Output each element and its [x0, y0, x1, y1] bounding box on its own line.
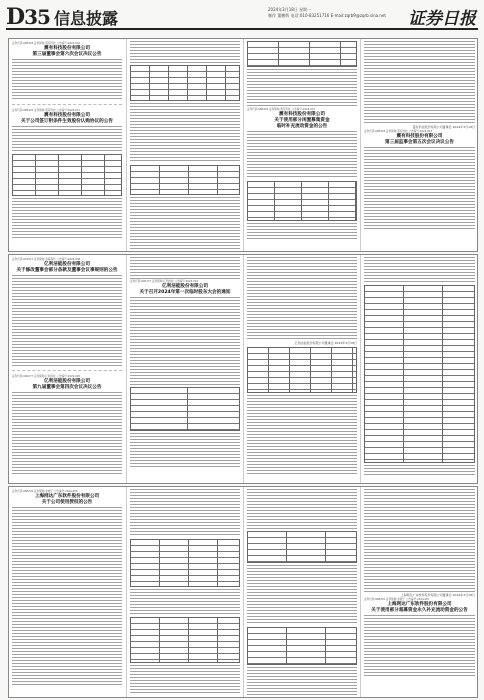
notice-codes: 证券代码:688418 证券简称:震有科技 公告编号:2024-010 [12, 42, 81, 45]
notice [130, 489, 240, 695]
notice-body [12, 507, 122, 685]
notice-codes: 证券代码:688291 证券简称:金橙子 公告编号:2024-006 [12, 490, 78, 493]
notice-body [12, 392, 122, 474]
newspaper-logo: 证券日报 [408, 9, 476, 29]
column [360, 487, 478, 697]
notice-codes: 证券代码:688418 证券简称:震有科技 公告编号:2024-011 [12, 109, 81, 112]
column [243, 39, 360, 251]
notice-body [247, 489, 357, 529]
notice-codes: 证券代码:688291 证券简称:金橙子 公告编号:2024-007 [364, 598, 430, 601]
data-table [130, 165, 240, 195]
column [9, 39, 125, 251]
notice [130, 257, 240, 467]
column [360, 255, 478, 483]
notice [130, 41, 240, 251]
data-table [130, 539, 240, 587]
notice [12, 257, 122, 474]
data-table [130, 65, 240, 101]
notice [247, 257, 357, 475]
column [9, 255, 125, 483]
notice [247, 41, 357, 239]
data-table [364, 285, 475, 463]
page-number [6, 4, 50, 30]
notice-title: 上海网达广东软件股份有限公司 关于公司使用授权的公告 [34, 494, 100, 505]
band-middle [8, 254, 478, 484]
notice-title: 亿利洁能股份有限公司 关于修改董事会部分条款及董事会议事规则的公告 [16, 262, 118, 273]
data-table [12, 154, 122, 196]
notice-codes: 证券代码:688418 证券简称:震有科技 公告编号:2024-013 [364, 130, 433, 133]
column [126, 487, 243, 697]
notice-body [130, 665, 240, 695]
notice-body [130, 257, 240, 279]
column [360, 39, 478, 251]
masthead [6, 4, 478, 30]
notice-body [12, 275, 122, 367]
notice-body [130, 41, 240, 63]
column [126, 255, 243, 483]
divider [12, 370, 122, 371]
notice-title: 震有科技股份有限公司 关于公司签订附条件生效股份认购协议的公告 [21, 113, 113, 124]
notice-body [130, 489, 240, 537]
notice-title: 震有科技股份有限公司 第三届监事会第五次会议决议公告 [385, 134, 454, 145]
band-bottom [8, 486, 478, 698]
column [243, 255, 360, 483]
notice [364, 41, 475, 229]
notice [12, 489, 122, 685]
column [126, 39, 243, 251]
notice-body [247, 257, 357, 341]
notice [364, 489, 475, 677]
column [243, 487, 360, 697]
notice-body [130, 197, 240, 251]
notice-body [247, 667, 357, 695]
notice-body [247, 223, 357, 239]
notice-body [247, 131, 357, 179]
notice-codes: 证券代码:688418 证券简称:震有科技 公告编号:2024-012 [247, 108, 316, 111]
notice-body [130, 103, 240, 163]
divider [12, 104, 122, 105]
notice-body [364, 489, 475, 593]
notice-body [12, 59, 122, 101]
notice-body [130, 297, 240, 385]
signature: 亿利洁能股份有限公司董事会 2024年3月18日 [294, 341, 357, 345]
notice-title: 震有科技股份有限公司 关于使用部分闲置募集资金 临时补充流动资金的公告 [274, 112, 330, 129]
data-table [130, 617, 240, 663]
notice-title: 亿利洁能股份有限公司 第九届董事会第四次会议决议公告 [32, 379, 102, 390]
notice-title: 上海网达广东软件股份有限公司 关于使用部分超募资金永久补充流动资金的公告 [371, 602, 468, 613]
notice [247, 489, 357, 695]
notice-body [364, 41, 475, 125]
notice-codes: 证券代码:600277 证券简称:亿利洁能 公告编号:2024-020 [12, 375, 81, 378]
data-table [247, 41, 357, 67]
notice-body [247, 565, 357, 625]
notice-body [12, 126, 122, 152]
signature: 上海网达广东软件股份有限公司董事会 2024年3月18日 [400, 593, 475, 597]
notice [12, 41, 122, 238]
notice [364, 257, 475, 477]
page-meta [268, 7, 386, 19]
notice-body [130, 589, 240, 615]
notice-title: 亿利洁能股份有限公司 关于召开2024年第一次临时股东大会的通知 [139, 284, 231, 295]
notice-codes: 证券代码:603311 证券简称:金海高科 公告编号:2024-008 [12, 258, 81, 261]
notice-body [12, 198, 122, 238]
data-table [247, 181, 357, 221]
notice-body [130, 433, 240, 467]
notice-title: 震有科技股份有限公司 第三届董事会第六次会议决议公告 [32, 46, 102, 57]
notice-body [247, 395, 357, 475]
page-date: 2024年3月18日 星期一 [268, 7, 312, 12]
page-prefix: D [6, 4, 25, 30]
page-editor: 制作 董鹏辉 电话:010-83251716 E-mail:zqrb9@zqrb.sina.net [268, 13, 386, 18]
notice-body [364, 147, 475, 229]
section-title: 信息披露 [54, 9, 119, 28]
column [9, 487, 125, 697]
band-top [8, 38, 478, 252]
notice-body [364, 465, 475, 477]
data-table [130, 387, 240, 431]
page-number-value: 35 [24, 5, 50, 29]
signature: 震有科技股份有限公司董事会 2024年3月18日 [412, 125, 475, 129]
notice-codes: 证券代码:600277 证券简称:亿利洁能 公告编号:2024-019 [130, 280, 199, 283]
notice-body [364, 257, 475, 283]
data-table [247, 531, 357, 563]
data-table [247, 627, 357, 665]
notice-body [364, 615, 475, 677]
notice-body [247, 69, 357, 107]
data-table [247, 347, 357, 393]
